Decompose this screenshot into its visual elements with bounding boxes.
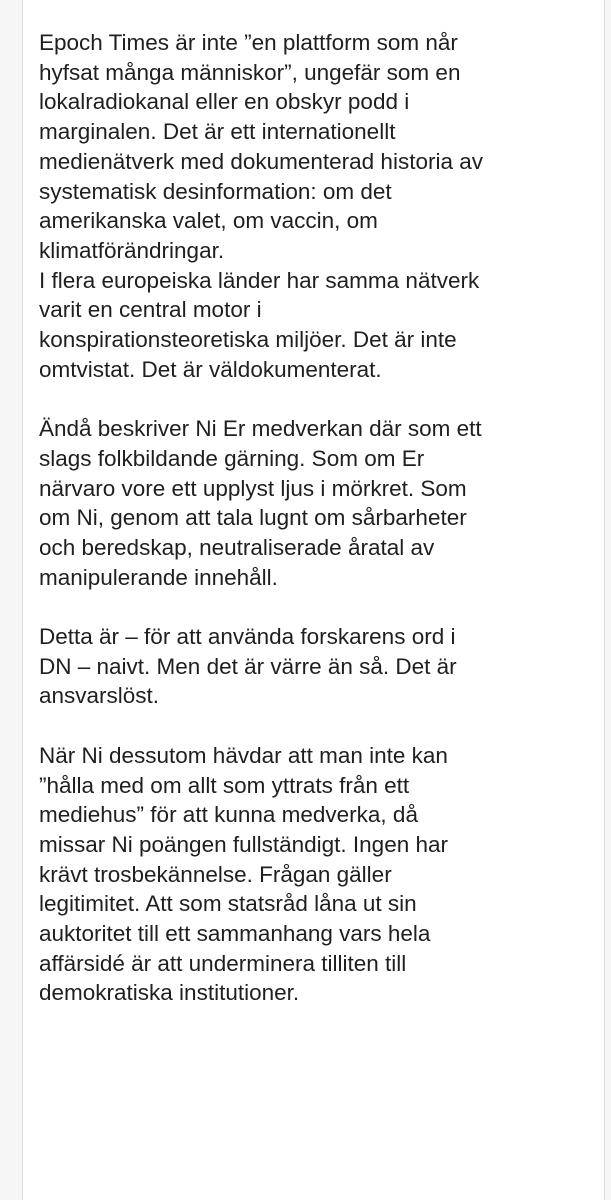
text-line: auktoritet till ett sammanhang vars hela <box>39 921 431 947</box>
text-line: lokalradiokanal eller en obskyr podd i <box>39 89 410 115</box>
text-line: omtvistat. Det är väldokumenterat. <box>39 356 382 382</box>
paragraph-4 <box>39 741 599 1008</box>
text-line: DN – naivt. Men det är värre än så. Det är <box>39 653 457 679</box>
text-line: När Ni dessutom hävdar att man inte kan <box>39 742 448 768</box>
text-line: mediehus” för att kunna medverka, då <box>39 802 418 828</box>
text-line: amerikanska valet, om vaccin, om <box>39 208 378 234</box>
paragraph-2 <box>39 414 599 592</box>
text-line: närvaro vore ett upplyst ljus i mörkret. Som <box>39 475 467 501</box>
text-line: och beredskap, neutraliserade åratal av <box>39 534 435 560</box>
document-body <box>39 28 599 1008</box>
text-line: ansvarslöst. <box>39 683 160 709</box>
text-line: slags folkbildande gärning. Som om Er <box>39 445 425 471</box>
text-line: om Ni, genom att tala lugnt om sårbarheter <box>39 505 467 531</box>
paragraph-1 <box>39 28 599 384</box>
paragraph-3 <box>39 622 599 711</box>
text-line: affärsidé är att underminera tilliten till <box>39 950 407 976</box>
text-line: klimatförändringar. <box>39 237 225 263</box>
text-line: varit en central motor i <box>39 297 262 323</box>
text-line: Epoch Times är inte ”en plattform som når <box>39 30 458 55</box>
text-line: ”hålla med om allt som yttrats från ett <box>39 772 410 798</box>
text-line: Ändå beskriver Ni Er medverkan där som ett <box>39 416 482 442</box>
text-line: manipulerande innehåll. <box>39 564 278 590</box>
text-line: Detta är – för att använda forskarens ord i <box>39 624 456 650</box>
text-line: demokratiska institutioner. <box>39 980 300 1006</box>
text-line: I flera europeiska länder har samma nätverk <box>39 267 480 293</box>
text-line: legitimitet. Att som statsråd låna ut sin <box>39 891 417 917</box>
text-line: systematisk desinformation: om det <box>39 178 392 204</box>
text-line: medienätverk med dokumenterad historia av <box>39 148 483 174</box>
text-line: missar Ni poängen fullständigt. Ingen har <box>39 831 448 857</box>
text-line: konspirationsteoretiska miljöer. Det är inte <box>39 327 457 353</box>
text-line: marginalen. Det är ett internationellt <box>39 119 396 145</box>
text-line: hyfsat många människor”, ungefär som en <box>39 59 461 85</box>
text-line: krävt trosbekännelse. Frågan gäller <box>39 861 392 887</box>
